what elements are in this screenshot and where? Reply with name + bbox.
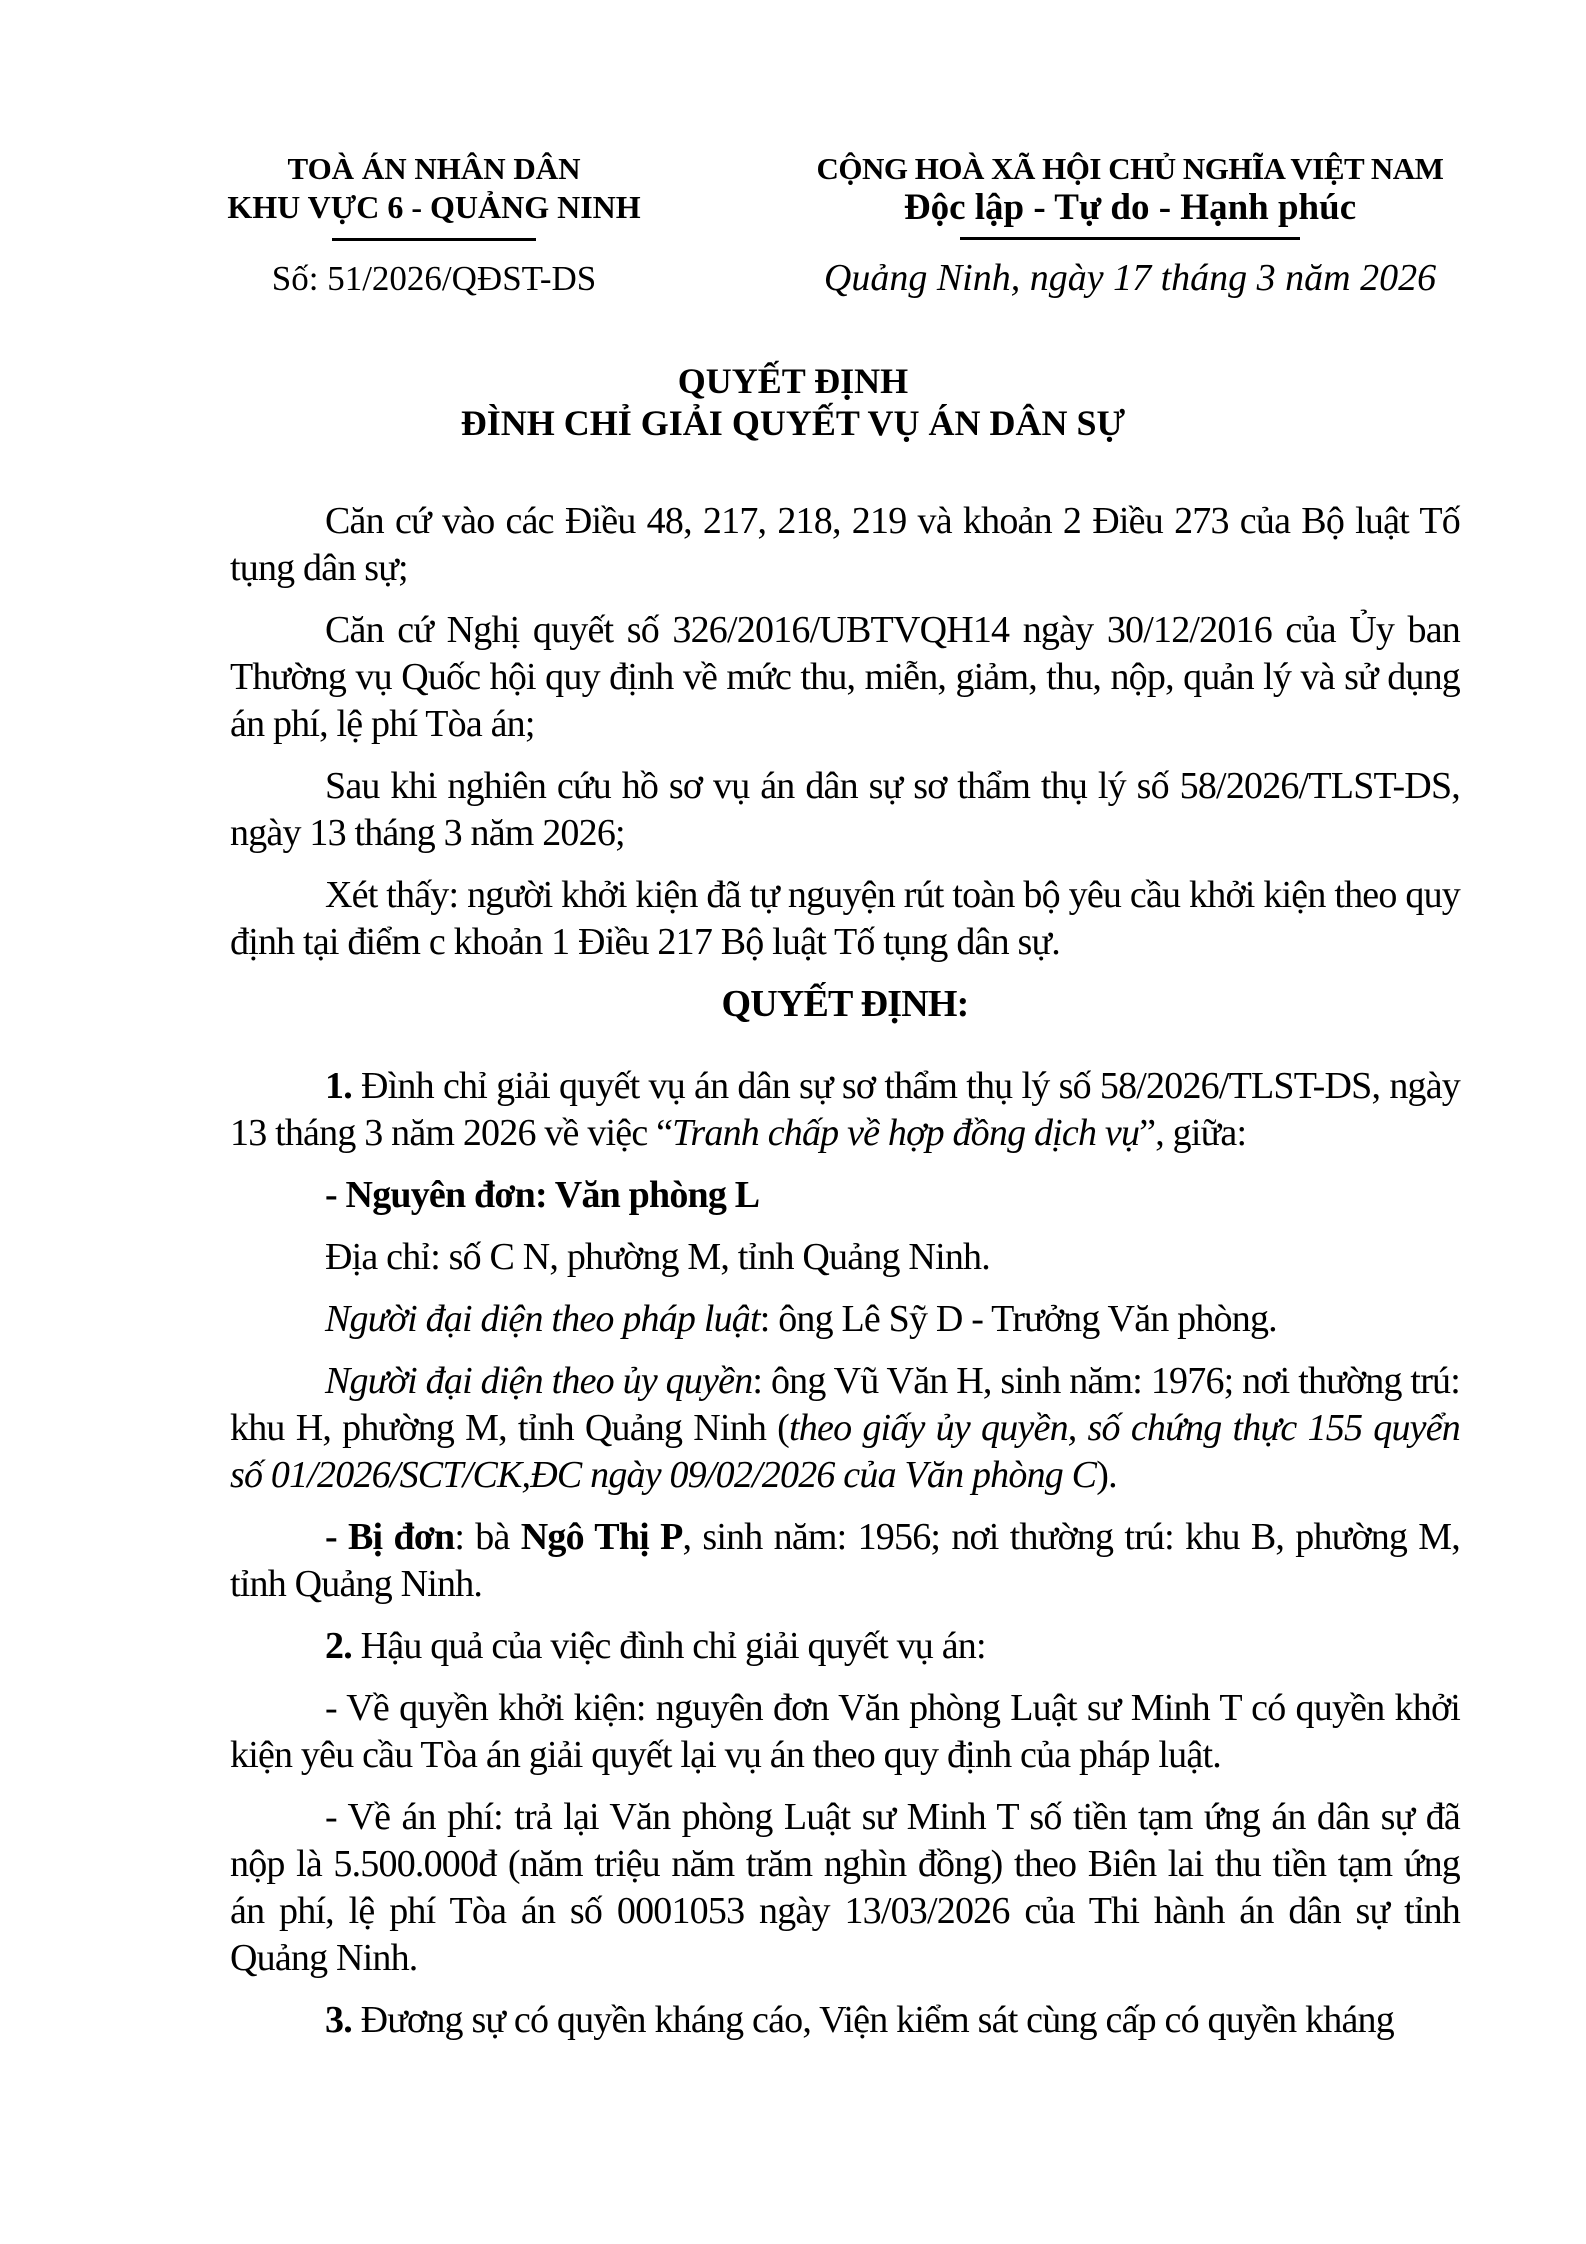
paragraph	[230, 1623, 1460, 1670]
text-run: - Về án phí: trả lại Văn phòng Luật sư Minh T số tiền tạm ứng án dân sự đã nộp là 5.500.000đ (năm triệu năm trăm nghìn đồng) theo Biên lai thu tiền tạm ứng án phí, lệ phí Tòa án số 0001053 ngày 13/03/2026 của Thi hành án dân sự tỉnh Quảng Ninh.	[230, 1796, 1460, 1979]
text-run: Đương sự có quyền kháng cáo, Viện kiểm sát cùng cấp có quyền kháng	[351, 1999, 1394, 2041]
paragraph	[230, 1794, 1460, 1982]
paragraph	[230, 872, 1460, 966]
text-run: Đình chỉ giải quyết vụ án dân sự sơ thẩm thụ lý số 58/2026/TLST-DS, ngày 13 tháng 3 năm 2026 về việc “	[230, 1065, 1460, 1154]
document-title-line2: ĐÌNH CHỈ GIẢI QUYẾT VỤ ÁN DÂN SỰ	[460, 403, 1126, 443]
text-run: : ông Vũ Văn H, sinh năm: 1976; nơi thường trú: khu H, phường M, tỉnh Quảng Ninh (	[230, 1360, 1460, 1449]
document-body	[230, 498, 1460, 2044]
text-run: - Về quyền khởi kiện: nguyên đơn Văn phòng Luật sư Minh T có quyền khởi kiện yêu cầu Tòa án giải quyết lại vụ án theo quy định của pháp luật.	[230, 1687, 1460, 1776]
text-run: Sau khi nghiên cứu hồ sơ vụ án dân sự sơ thẩm thụ lý số 58/2026/TLST-DS, ngày 13 tháng 3 năm 2026;	[230, 765, 1460, 854]
court-name-line2: KHU VỰC 6 - QUẢNG NINH	[227, 189, 641, 225]
text-run: - Bị đơn	[325, 1516, 455, 1558]
document-number: Số: 51/2026/QĐST-DS	[271, 259, 597, 298]
court-name-line1: TOÀ ÁN NHÂN DÂN	[287, 151, 581, 186]
paragraph	[230, 1063, 1460, 1157]
text-run: , sinh năm: 1956; nơi thường trú: khu B, phường M, tỉnh Quảng Ninh.	[230, 1516, 1460, 1605]
paragraph	[230, 1234, 1460, 1281]
text-run: : bà	[454, 1516, 521, 1558]
text-run: ).	[1096, 1454, 1117, 1496]
paragraph	[230, 1358, 1460, 1499]
text-run: Hậu quả của việc đình chỉ giải quyết vụ án:	[351, 1625, 986, 1667]
text-run: 3.	[325, 1999, 352, 2041]
national-block	[768, 150, 1492, 300]
paragraph	[230, 1997, 1460, 2044]
document-title	[0, 360, 1586, 444]
place-date-line: Quảng Ninh, ngày 17 tháng 3 năm 2026	[823, 257, 1437, 299]
text-run: Căn cứ Nghị quyết số 326/2016/UBTVQH14 ngày 30/12/2016 của Ủy ban Thường vụ Quốc hội quy định về mức thu, miễn, giảm, thu, nộp, quản lý và sử dụng án phí, lệ phí Tòa án;	[230, 609, 1460, 745]
text-run: theo giấy ủy quyền, số chứng thực 155 quyển số 01/2026/SCT/CK,ĐC ngày 09/02/2026 của Văn phòng C	[230, 1407, 1460, 1496]
paragraph	[230, 1685, 1460, 1779]
paragraph	[230, 1172, 1460, 1219]
court-block	[100, 150, 768, 300]
text-run: 2.	[325, 1625, 352, 1667]
section-heading	[230, 981, 1460, 1028]
text-run: Tranh chấp về hợp đồng dịch vụ	[672, 1112, 1140, 1154]
text-run: Người đại diện theo pháp luật	[325, 1298, 760, 1340]
national-motto-line: Độc lập - Tự do - Hạnh phúc	[903, 187, 1357, 228]
text-run: Ngô Thị P	[520, 1516, 683, 1558]
national-name-line: CỘNG HOÀ XÃ HỘI CHỦ NGHĨA VIỆT NAM	[816, 151, 1444, 186]
document-header	[0, 0, 1586, 300]
text-run: : ông Lê Sỹ D - Trưởng Văn phòng.	[759, 1298, 1277, 1340]
paragraph	[230, 763, 1460, 857]
text-run: 1.	[325, 1065, 352, 1107]
text-run: ”, giữa:	[1139, 1112, 1247, 1154]
document-title-line1: QUYẾT ĐỊNH	[677, 361, 909, 401]
paragraph	[230, 1296, 1460, 1343]
text-run: Căn cứ vào các Điều 48, 217, 218, 219 và khoản 2 Điều 273 của Bộ luật Tố tụng dân sự;	[230, 500, 1460, 589]
paragraph	[230, 607, 1460, 748]
text-run: - Nguyên đơn: Văn phòng L	[325, 1174, 760, 1216]
text-run: QUYẾT ĐỊNH:	[721, 983, 969, 1025]
paragraph	[230, 1514, 1460, 1608]
paragraph	[230, 498, 1460, 592]
text-run: Địa chỉ: số C N, phường M, tỉnh Quảng Ninh.	[325, 1236, 990, 1278]
court-divider-rule	[332, 238, 536, 241]
text-run: Xét thấy: người khởi kiện đã tự nguyện rút toàn bộ yêu cầu khởi kiện theo quy định tại điểm c khoản 1 Điều 217 Bộ luật Tố tụng dân sự.	[230, 874, 1460, 963]
motto-divider-rule	[960, 237, 1300, 240]
text-run: Người đại diện theo ủy quyền	[325, 1360, 753, 1402]
